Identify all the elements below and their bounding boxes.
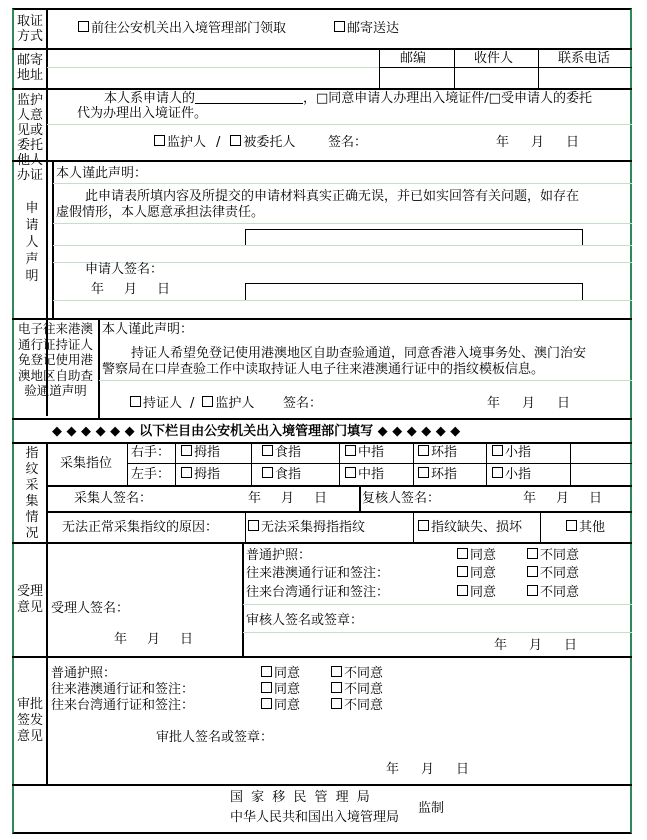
left-index-option[interactable]: 食指 — [262, 467, 301, 483]
collect-finger-label: 采集指位 — [60, 456, 113, 471]
ehk-line1: 持证人希望免登记使用港澳地区自助查验通道，同意香港入境事务处、澳门治安 — [131, 346, 587, 361]
guardian-date: 年 月 日 — [496, 135, 580, 150]
checkbox[interactable] — [130, 396, 141, 407]
checkbox[interactable] — [202, 396, 213, 407]
approve-tw-agree[interactable]: 同意 — [261, 698, 300, 714]
reason-no-thumb-option[interactable]: 无法采集拇指指纹 — [248, 520, 365, 536]
right-little-option[interactable]: 小指 — [492, 445, 531, 461]
approve-passport-label: 普通护照： — [51, 666, 117, 681]
statement-date: 年 月 日 — [91, 282, 171, 297]
checkbox[interactable] — [78, 21, 89, 32]
statement-line1: 此申请表所填内容及所提交的申请材料真实正确无误，并已如实回答有关问题，如存在 — [85, 189, 580, 204]
accept-passport-label: 普通护照： — [246, 548, 312, 563]
acceptor-sign-label: 受理人签名： — [51, 601, 130, 616]
acceptance-label: 受理意见 — [16, 584, 43, 615]
left-ring-option[interactable]: 环指 — [418, 467, 457, 483]
right-middle-option[interactable]: 中指 — [345, 445, 384, 461]
checkbox[interactable] — [230, 135, 241, 146]
accept-hkmo-disagree[interactable]: 不同意 — [527, 566, 579, 582]
statement-heading: 本人谨此声明： — [56, 166, 148, 181]
collector-date: 年 月 日 — [248, 491, 328, 506]
ehk-label: 电子往来港澳通行证持证人免登记使用港澳地区自助查验通道声明 — [17, 321, 93, 398]
reviewer-sign-label: 复核人签名： — [362, 491, 441, 506]
statement-label: 申请人声明 — [25, 201, 39, 284]
official-section-divider: ◆ ◆ ◆ ◆ ◆ ◆ 以下栏目由公安机关出入境管理部门填写 ◆ ◆ ◆ ◆ ◆ ◆ — [52, 424, 461, 439]
checkbox[interactable] — [154, 135, 165, 146]
accept-tw-agree[interactable]: 同意 — [457, 585, 496, 601]
checkbox[interactable] — [334, 21, 345, 32]
ehk-sign-label: 签名： — [283, 396, 323, 411]
guardian-statement-line1: 本人系申请人的 ，□同意申请人办理出入境证件/□受申请人的委托 — [104, 91, 592, 106]
approver-sign-label: 审批人签名或签章： — [156, 730, 274, 745]
accept-passport-disagree[interactable]: 不同意 — [527, 548, 579, 564]
pickup-option-police[interactable]: 前往公安机关出入境管理部门领取 — [78, 21, 286, 37]
acceptor-date: 年 月 日 — [114, 632, 194, 647]
footer-agency-line2: 中华人民共和国出入境管理局 — [230, 810, 400, 825]
right-ring-option[interactable]: 环指 — [418, 445, 457, 461]
signature-box[interactable] — [245, 229, 583, 246]
approve-hkmo-label: 往来港澳通行证和签注： — [51, 682, 195, 697]
footer-agency-line1: 国 家 移 民 管 理 局 — [230, 790, 372, 805]
auditor-date: 年 月 日 — [494, 638, 578, 653]
approval-label: 审批签发意见 — [16, 697, 43, 744]
approve-tw-disagree[interactable]: 不同意 — [331, 698, 383, 714]
left-middle-option[interactable]: 中指 — [345, 467, 384, 483]
ehk-line2: 警察局在口岸查验工作中读取持证人电子往来港澳通行证中的指纹模板信息。 — [102, 362, 545, 377]
guardian-label: 监护人意见或委托他人办证 — [16, 93, 43, 183]
ehk-role-options[interactable]: 持证人 / 监护人 — [130, 396, 254, 412]
approve-passport-disagree[interactable]: 不同意 — [331, 666, 383, 682]
approver-date: 年 月 日 — [386, 762, 470, 777]
approve-hkmo-agree[interactable]: 同意 — [261, 682, 300, 698]
mail-label: 邮寄地址 — [16, 53, 43, 83]
guardian-statement-line2: 代为办理出入境证件。 — [77, 106, 208, 121]
approve-hkmo-disagree[interactable]: 不同意 — [331, 682, 383, 698]
left-thumb-option[interactable]: 拇指 — [181, 467, 220, 483]
left-little-option[interactable]: 小指 — [492, 467, 531, 483]
statement-sign-label: 申请人签名： — [85, 262, 164, 277]
ehk-heading: 本人谨此声明： — [102, 322, 194, 337]
ehk-date: 年 月 日 — [487, 396, 571, 411]
right-thumb-option[interactable]: 拇指 — [181, 445, 220, 461]
reviewer-date: 年 月 日 — [523, 491, 603, 506]
right-hand-label: 右手： — [131, 445, 171, 460]
accept-tw-label: 往来台湾通行证和签注： — [246, 585, 390, 600]
reason-label: 无法正常采集指纹的原因： — [62, 520, 219, 535]
pickup-option-mail[interactable]: 邮寄送达 — [334, 21, 399, 37]
reason-damaged-option[interactable]: 指纹缺失、损坏 — [418, 520, 522, 536]
auditor-sign-label: 审核人签名或签章： — [246, 613, 364, 628]
guardian-role-options[interactable]: 监护人 / 被委托人 — [154, 135, 295, 151]
mail-phone-header: 联系电话 — [558, 51, 611, 66]
fingerprint-label: 指纹采集情况 — [25, 446, 39, 541]
reason-other-option[interactable]: 其他 — [566, 520, 605, 536]
footer-supervise: 监制 — [418, 801, 445, 816]
accept-tw-disagree[interactable]: 不同意 — [527, 585, 579, 601]
mail-recipient-header: 收件人 — [474, 51, 514, 66]
statement-line2: 虚假情形，本人愿意承担法律责任。 — [56, 205, 265, 220]
accept-hkmo-label: 往来港澳通行证和签注： — [246, 566, 390, 581]
approve-passport-agree[interactable]: 同意 — [261, 666, 300, 682]
right-index-option[interactable]: 食指 — [262, 445, 301, 461]
accept-passport-agree[interactable]: 同意 — [457, 548, 496, 564]
signature-box[interactable] — [245, 283, 583, 300]
collector-sign-label: 采集人签名： — [74, 491, 153, 506]
approve-tw-label: 往来台湾通行证和签注： — [51, 698, 195, 713]
left-hand-label: 左手： — [131, 467, 171, 482]
guardian-sign-label: 签名： — [328, 135, 368, 150]
mail-postcode-header: 邮编 — [400, 51, 427, 66]
pickup-label: 取证方式 — [16, 14, 43, 44]
accept-hkmo-agree[interactable]: 同意 — [457, 566, 496, 582]
